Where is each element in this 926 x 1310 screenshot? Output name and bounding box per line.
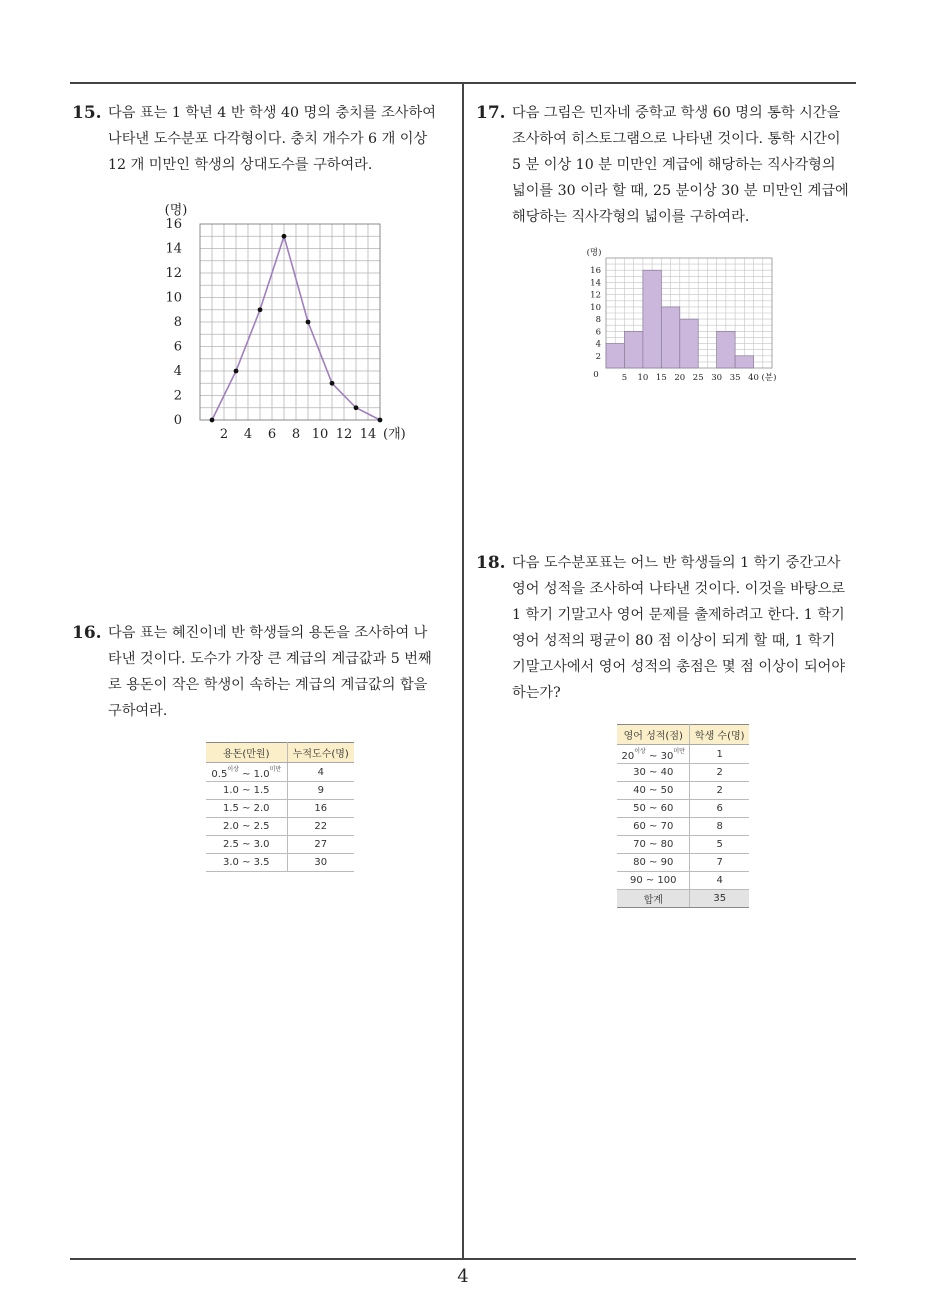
text-line: 나타낸 도수분포 다각형이다. 충치 개수가 6 개 이상 [108, 131, 428, 147]
table-row [206, 800, 354, 818]
value-cell: 5 [690, 836, 749, 854]
x-tick-label: 14 [359, 427, 377, 442]
y-tick-label: 12 [590, 290, 601, 301]
value-cell: 30 [287, 854, 354, 872]
histogram-bar [643, 270, 661, 368]
y-tick-label: 6 [173, 339, 182, 355]
table-row [617, 782, 749, 800]
x-tick-label: 8 [291, 427, 301, 442]
table-row [617, 854, 749, 872]
origin-label: 0 [593, 370, 599, 380]
question-text [108, 100, 458, 178]
y-tick-label: 0 [173, 413, 182, 428]
data-point [306, 320, 311, 325]
value-cell: 4 [690, 872, 749, 890]
table-total-row [617, 890, 749, 908]
table-row [617, 836, 749, 854]
data-point [354, 405, 359, 410]
question-number: 18. [476, 553, 506, 573]
question-16 [72, 620, 458, 724]
y-tick-label: 4 [173, 364, 182, 379]
x-tick-label: 6 [267, 427, 277, 442]
y-tick-label: 6 [595, 327, 601, 338]
histogram-bar [624, 331, 642, 368]
x-tick-label: 4 [243, 427, 253, 442]
question-18 [476, 550, 862, 706]
value-cell: 2 [690, 782, 749, 800]
text-line: 타낸 것이다. 도수가 가장 큰 계급의 계급값과 5 번째 [108, 651, 432, 667]
text-line: 조사하여 히스토그램으로 나타낸 것이다. 통학 시간이 [512, 131, 841, 147]
data-point [234, 369, 239, 374]
class-cell: 1.5 ~ 2.0 [206, 800, 287, 818]
x-axis-unit: (분) [761, 373, 777, 383]
value-cell: 2 [690, 764, 749, 782]
class-cell: 80 ~ 90 [617, 854, 690, 872]
value-cell: 8 [690, 818, 749, 836]
y-axis-unit: (명) [586, 248, 602, 258]
class-cell: 90 ~ 100 [617, 872, 690, 890]
frequency-polygon-chart [150, 196, 410, 452]
class-cell: 50 ~ 60 [617, 800, 690, 818]
text-line: 다음 그림은 민자네 중학교 학생 60 명의 통학 시간을 [512, 105, 841, 121]
table-row [617, 818, 749, 836]
table-row [617, 800, 749, 818]
y-tick-label: 4 [595, 339, 601, 350]
value-cell: 22 [287, 818, 354, 836]
total-label: 합계 [617, 890, 690, 908]
page-number: 4 [457, 1266, 469, 1287]
table-row [206, 836, 354, 854]
class-cell: 1.0 ~ 1.5 [206, 782, 287, 800]
histogram-bar [735, 356, 753, 368]
question-text [108, 620, 458, 724]
text-line: 로 용돈이 작은 학생이 속하는 계급의 계급값의 합을 [108, 677, 428, 693]
value-cell: 7 [690, 854, 749, 872]
x-tick-label: 20 [674, 373, 686, 383]
text-line: 다음 표는 1 학년 4 반 학생 40 명의 충치를 조사하여 [108, 105, 436, 121]
text-line: 영어 성적을 조사하여 나타낸 것이다. 이것을 바탕으로 [512, 581, 846, 597]
table-row [206, 782, 354, 800]
data-point [282, 234, 287, 239]
y-tick-label: 2 [173, 388, 182, 404]
table-header: 학생 수(명) [690, 725, 749, 745]
table-header: 영어 성적(점) [617, 725, 690, 745]
x-tick-label: 15 [655, 373, 667, 383]
text-line: 기말고사에서 영어 성적의 총점은 몇 점 이상이 되어야 [512, 659, 846, 675]
x-tick-label: 2 [219, 427, 229, 442]
table-row [617, 745, 749, 764]
x-tick-label: 30 [711, 373, 723, 383]
text-line: 다음 표는 혜진이네 반 학생들의 용돈을 조사하여 나 [108, 625, 428, 641]
x-tick-label: 40 [748, 373, 759, 383]
question-text [512, 100, 862, 230]
question-15 [72, 100, 458, 178]
histogram-bar [680, 319, 698, 368]
value-cell: 1 [690, 745, 749, 764]
value-cell: 4 [287, 763, 354, 782]
histogram-chart [580, 242, 800, 388]
total-value: 35 [690, 890, 749, 908]
class-cell: 60 ~ 70 [617, 818, 690, 836]
class-cell: $20^{이상}$ ~ $30^{미만}$ [617, 745, 690, 764]
data-point [258, 307, 263, 312]
class-cell: $0.5^{이상}$ ~ $1.0^{미만}$ [206, 763, 287, 782]
class-cell: 30 ~ 40 [617, 764, 690, 782]
class-cell: 2.5 ~ 3.0 [206, 836, 287, 854]
text-line: 하는가? [512, 685, 561, 701]
data-point [330, 381, 335, 386]
table-row [206, 854, 354, 872]
x-axis-unit: (개) [383, 427, 406, 442]
table-header: 용돈(만원) [206, 743, 287, 763]
text-line: 넓이를 30 이라 할 때, 25 분이상 30 분 미만인 계급에 [512, 183, 849, 199]
y-tick-label: 14 [590, 278, 601, 289]
text-line: 12 개 미만인 학생의 상대도수를 구하여라. [108, 157, 373, 173]
value-cell: 6 [690, 800, 749, 818]
y-tick-label: 10 [590, 302, 601, 313]
histogram-bar [717, 331, 735, 368]
text-line: 영어 성적의 평균이 80 점 이상이 되게 할 때, 1 학기 [512, 633, 836, 649]
table-row [206, 818, 354, 836]
histogram-bar [661, 307, 679, 368]
data-point [210, 418, 215, 423]
cumulative-frequency-table [206, 742, 354, 872]
table-row [206, 763, 354, 782]
frequency-distribution-table [617, 724, 749, 908]
text-line: 1 학기 기말고사 영어 문제를 출제하려고 한다. 1 학기 [512, 607, 845, 623]
question-17 [476, 100, 862, 230]
x-tick-label: 10 [311, 427, 329, 442]
class-cell: 70 ~ 80 [617, 836, 690, 854]
class-cell: 40 ~ 50 [617, 782, 690, 800]
class-cell: 3.0 ~ 3.5 [206, 854, 287, 872]
data-point [378, 418, 383, 423]
text-line: 구하여라. [108, 703, 168, 719]
question-number: 15. [72, 103, 102, 123]
y-tick-label: 10 [165, 290, 182, 306]
histogram-bar [606, 344, 624, 368]
x-tick-label: 10 [637, 373, 649, 383]
y-tick-label: 12 [165, 266, 182, 281]
y-tick-label: 16 [590, 266, 601, 277]
text-line: 5 분 이상 10 분 미만인 계급에 해당하는 직사각형의 [512, 157, 836, 173]
y-tick-label: 8 [173, 315, 182, 330]
table-row [617, 764, 749, 782]
value-cell: 9 [287, 782, 354, 800]
x-tick-label: 25 [692, 373, 704, 383]
y-tick-label: 2 [595, 351, 601, 362]
y-axis-unit: (명) [164, 203, 188, 218]
value-cell: 27 [287, 836, 354, 854]
x-tick-label: 12 [335, 427, 353, 442]
class-cell: 2.0 ~ 2.5 [206, 818, 287, 836]
bottom-rule [70, 1258, 856, 1260]
value-cell: 16 [287, 800, 354, 818]
y-tick-label: 16 [165, 217, 182, 232]
text-line: 해당하는 직사각형의 넓이를 구하여라. [512, 209, 750, 225]
question-number: 17. [476, 103, 506, 123]
column-divider [462, 82, 464, 1259]
x-tick-label: 35 [729, 373, 741, 383]
question-number: 16. [72, 623, 102, 643]
question-text [512, 550, 862, 706]
text-line: 다음 도수분포표는 어느 반 학생들의 1 학기 중간고사 [512, 555, 841, 571]
y-tick-label: 14 [165, 241, 182, 257]
x-tick-label: 5 [621, 373, 628, 383]
y-tick-label: 8 [595, 315, 601, 326]
table-header: 누적도수(명) [287, 743, 354, 763]
table-row [617, 872, 749, 890]
